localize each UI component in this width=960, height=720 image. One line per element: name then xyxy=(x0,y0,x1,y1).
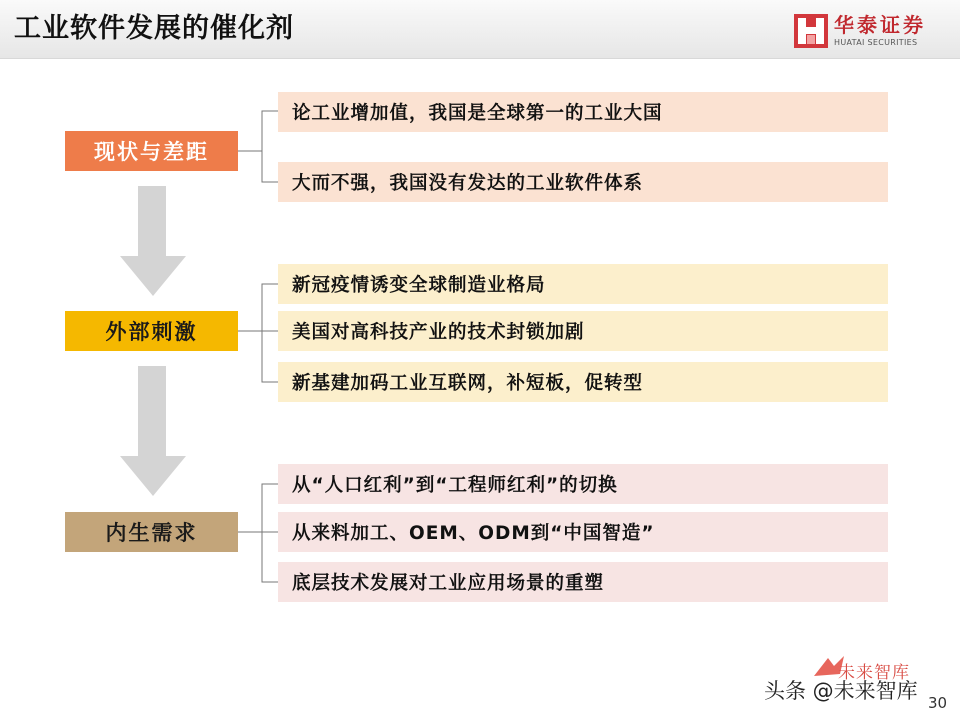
list-item: 新冠疫情诱变全球制造业格局 xyxy=(278,264,888,304)
list-item: 新基建加码工业互联网，补短板，促转型 xyxy=(278,362,888,402)
watermark-brand: 未来智库 xyxy=(838,663,910,683)
page-number: 30 xyxy=(928,694,948,712)
list-item: 底层技术发展对工业应用场景的重塑 xyxy=(278,562,888,602)
slide-title: 工业软件发展的催化剂 xyxy=(14,13,294,44)
list-item: 大而不强，我国没有发达的工业软件体系 xyxy=(278,162,888,202)
bracket-group-2 xyxy=(262,284,278,382)
list-item: 论工业增加值，我国是全球第一的工业大国 xyxy=(278,92,888,132)
category-status-gap: 现状与差距 xyxy=(65,131,238,171)
list-item: 美国对高科技产业的技术封锁加剧 xyxy=(278,311,888,351)
category-internal-demand: 内生需求 xyxy=(65,512,238,552)
category-external-stimulus: 外部刺激 xyxy=(65,311,238,351)
down-arrow-icon xyxy=(120,366,186,496)
bracket-group-1 xyxy=(262,111,278,182)
list-item: 从“人口红利”到“工程师红利”的切换 xyxy=(278,464,888,504)
logo-name-en: HUATAI SECURITIES xyxy=(834,38,918,47)
bracket-group-3 xyxy=(262,484,278,582)
logo-name-cn: 华泰证券 xyxy=(834,13,926,37)
list-item: 从来料加工、OEM、ODM到“中国智造” xyxy=(278,512,888,552)
down-arrow-icon xyxy=(120,186,186,296)
watermark-text: 头条 @未来智库 xyxy=(764,679,918,703)
